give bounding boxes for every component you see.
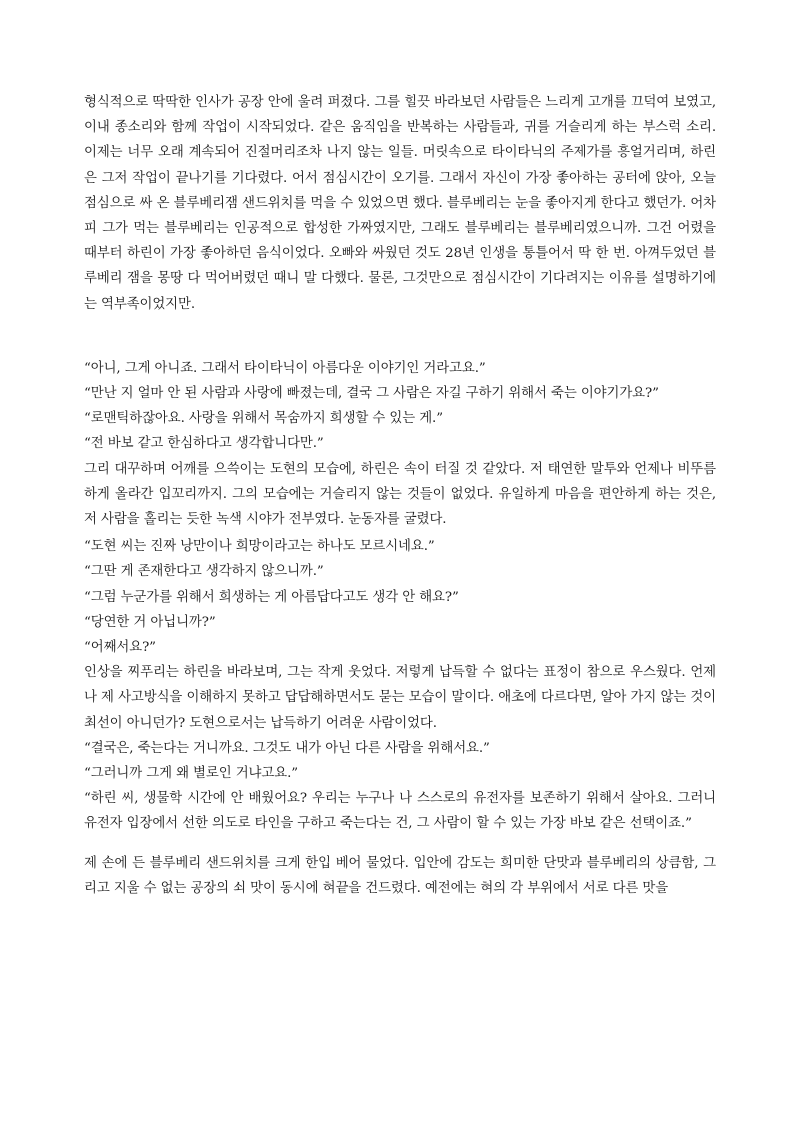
dialogue-line: “그딴 게 존재한다고 생각하지 않으니까.” bbox=[84, 564, 324, 580]
document-body bbox=[84, 90, 716, 901]
narration-paragraph: 그리 대꾸하며 어깨를 으쓱이는 도현의 모습에, 하린은 속이 터질 것 같았다. 저 태연한 말투와 언제나 비뚜름하게 올라간 입꼬리까지. 그의 모습에는 거슬리지 않는 것들이 없었다. 유일하게 마음을 편안하게 하는 것은, 저 사람을 홀리는 듯한 녹색 시야가 전부였다. 눈동자를 굴렸다. bbox=[84, 461, 716, 528]
dialogue-line: “전 바보 같고 한심하다고 생각합니다만.” bbox=[84, 436, 324, 452]
dialogue-line: “그러니까 그게 왜 별로인 거냐고요.” bbox=[84, 766, 298, 782]
paragraph-gap bbox=[84, 837, 716, 851]
dialogue-line: “결국은, 죽는다는 거니까요. 그것도 내가 아닌 다른 사람을 위해서요.” bbox=[84, 740, 490, 756]
dialogue-line: “도현 씨는 진짜 낭만이나 희망이라고는 하나도 모르시네요.” bbox=[84, 539, 435, 555]
narration-paragraph: 제 손에 든 블루베리 샌드위치를 크게 한입 베어 물었다. 입안에 감도는 희미한 단맛과 블루베리의 상큼함, 그리고 지울 수 없는 공장의 쇠 맛이 동시에 혀끝을 건드렸다. 예전에는 혀의 각 부위에서 서로 다른 맛을 bbox=[84, 855, 716, 896]
narration-paragraph: 인상을 찌푸리는 하린을 바라보며, 그는 작게 웃었다. 저렇게 납득할 수 없다는 표정이 참으로 우스웠다. 언제나 제 사고방식을 이해하지 못하고 답답해하면서도 묻는 모습이 말이다. 애초에 다르다면, 알아 가지 않는 것이 최선이 아니던가? 도현으로서는 납득하기 어려운 사람이었다. bbox=[84, 665, 716, 731]
dialogue-line: “어째서요?” bbox=[84, 640, 156, 656]
dialogue-line: “당연한 거 아닙니까?” bbox=[84, 614, 216, 630]
paragraph-intro: 형식적으로 딱딱한 인사가 공장 안에 울려 퍼졌다. 그를 힐끗 바라보던 사람들은 느리게 고개를 끄덕여 보였고, 이내 종소리와 함께 작업이 시작되었다. 같은 움직임을 반복하는 사람들과, 귀를 거슬리게 하는 부스럭 소리. 이제는 너무 오래 계속되어 진절머리조차 나지 않는 일들. 머릿속으로 타이타닉의 주제가를 흥얼거리며, 하린은 그저 작업이 끝나기를 기다렸다. 어서 점심시간이 오기를. 그래서 자신이 가장 좋아하는 공터에 앉아, 오늘 점심으로 싸 온 블루베리잼 샌드위치를 먹을 수 있었으면 했다. 블루베리는 눈을 좋아지게 한다고 했던가. 어차피 그가 먹는 블루베리는 인공적으로 합성한 가짜였지만, 그래도 블루베리는 블루베리였으니까. 그건 어렸을 때부터 하린이 가장 좋아하던 음식이었다. 오빠와 싸웠던 것도 28년 인생을 통틀어서 딱 한 번. 아껴두었던 블루베리 잼을 몽땅 다 먹어버렸던 때니 말 다했다. 물론, 그것만으로 점심시간이 기다려지는 이유를 설명하기에는 역부족이었지만. bbox=[84, 95, 716, 312]
dialogue-line: “아니, 그게 아니죠. 그래서 타이타닉이 아름다운 이야기인 거라고요.” bbox=[84, 360, 486, 376]
dialogue-line: “그럼 누군가를 위해서 희생하는 게 아름답다고도 생각 안 해요?” bbox=[84, 589, 459, 605]
dialogue-line: “하린 씨, 생물학 시간에 안 배웠어요? 우리는 누구나 나 스스로의 유전자를 보존하기 위해서 살아요. 그러니 유전자 입장에서 선한 의도로 타인을 구하고 죽는다는 건, 그 사람이 할 수 있는 가장 바보 같은 선택이죠.” bbox=[84, 791, 716, 832]
section-spacer bbox=[84, 317, 716, 356]
dialogue-line: “로맨틱하잖아요. 사랑을 위해서 목숨까지 희생할 수 있는 게.” bbox=[84, 411, 443, 427]
dialogue-line: “만난 지 얼마 안 된 사람과 사랑에 빠졌는데, 결국 그 사람은 자길 구하기 위해서 죽는 이야기가요?” bbox=[84, 386, 659, 402]
